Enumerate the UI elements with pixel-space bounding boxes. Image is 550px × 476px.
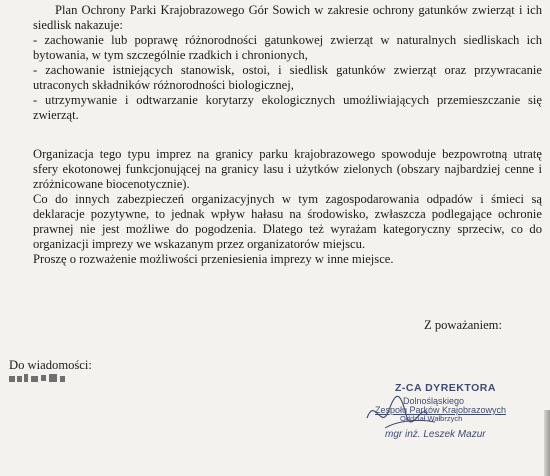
stamp-line: Dolnośląskiego: [403, 396, 465, 406]
text-line: Co do innych zabezpieczeń organizacyjnych w tym zagospodarowania odpadów i śmieci są: [33, 192, 542, 206]
distribution-label: Do wiadomości:: [9, 358, 92, 372]
stamp-title: Z-CA DYREKTORA: [395, 382, 496, 394]
text-line: Proszę o rozważenie możliwości przeniesienia imprezy w inne miejsce.: [33, 252, 394, 266]
text-line: zróżnicowane biocenotycznie).: [33, 177, 190, 191]
stamp-line: Oddział Wałbrzych: [400, 414, 463, 423]
text-line: utraconych składników różnorodności biologicznej,: [33, 78, 294, 92]
paragraph-protection-plan: [33, 3, 542, 123]
text-line: deklaracje pozytywne, to jednak wpływ hałasu na środowisko, zwłaszcza podlegające ochronie: [33, 207, 542, 221]
text-line: zwierząt.: [33, 108, 79, 122]
text-line: organizacji imprezy we wskazanym przez organizatorów miejscu.: [33, 237, 366, 251]
redacted-recipient: [9, 373, 69, 385]
text-line: - zachowanie istniejących stanowisk, ostoi, i siedlisk gatunków zwierząt oraz przywracanie: [33, 63, 542, 77]
page-edge-shadow: [544, 410, 550, 476]
paragraph-objection: [33, 147, 542, 267]
text-line: bytowania, w tym szczególnie rzadkich i chronionych,: [33, 48, 308, 62]
text-line: Organizacja tego typu imprez na granicy parku krajobrazowego spowoduje bezpowrotną utratę: [33, 147, 542, 161]
stamp-line: Zespołu Parków Krajobrazowych: [375, 405, 507, 415]
text-line: siedlisk nakazuje:: [33, 18, 123, 32]
text-line: - utrzymywanie i odtwarzanie korytarzy ekologicznych umożliwiających przemieszczanie się: [33, 93, 542, 107]
text-line: Plan Ochrony Parki Krajobrazowego Gór Sowich w zakresie ochrony gatunków zwierząt i ich: [55, 3, 542, 17]
text-line: prawnej nie jest możliwe do pogodzenia. Dlatego też wyrażam kategoryczny sprzeciw, co do: [33, 222, 542, 236]
text-line: sfery ekotonowej funkcjonującej na granicy lasu i użytków zielonych (obszary najbardziej cenne i: [33, 162, 542, 176]
text-line: - zachowanie lub poprawę różnorodności gatunkowej zwierząt w naturalnych siedliskach ich: [33, 33, 542, 47]
closing-salutation: Z poważaniem:: [424, 318, 502, 332]
handwritten-signature: [355, 388, 525, 443]
stamp-name: mgr inż. Leszek Mazur: [385, 429, 486, 440]
